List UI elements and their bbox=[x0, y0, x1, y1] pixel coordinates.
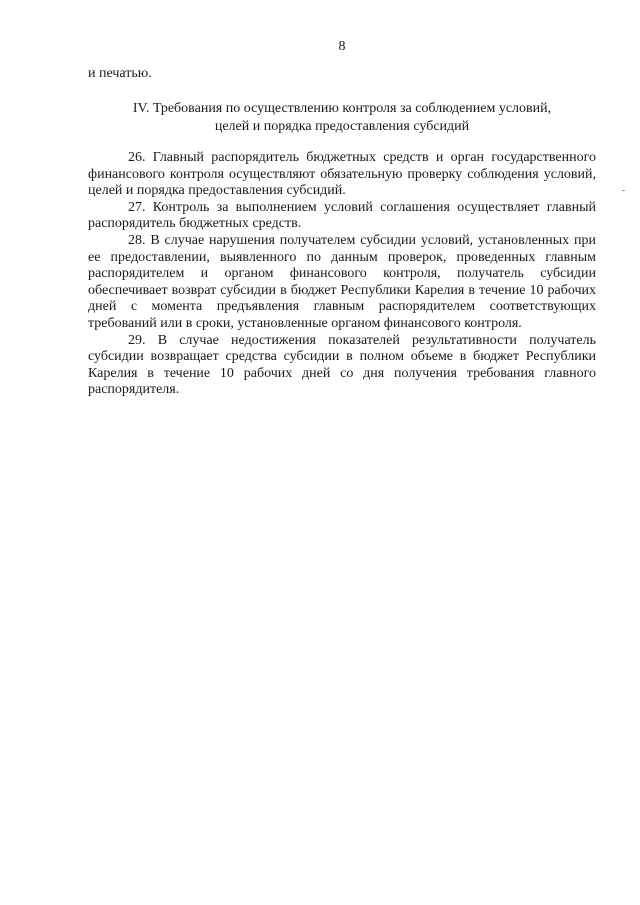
paragraph-27 bbox=[88, 200, 596, 233]
section-heading bbox=[88, 100, 596, 135]
paragraph-number: 26. bbox=[128, 150, 146, 165]
paragraph-26 bbox=[88, 150, 596, 200]
section-heading-line-1: IV. Требования по осуществлению контроля за соблюдением условий, bbox=[132, 101, 552, 116]
paragraph-28 bbox=[88, 233, 596, 333]
scan-margin-mark bbox=[622, 190, 625, 191]
paragraph-text: В случае недостижения показателей результативности получатель субсидии возвращает средства субсидии в полном объеме в бюджет Республики Карелия в течение 10 рабочих дней со дня получения требования главного распорядителя. bbox=[88, 332, 596, 398]
page-number: 8 bbox=[338, 39, 346, 54]
paragraph-number: 27. bbox=[128, 199, 146, 215]
paragraph-number: 29. bbox=[128, 332, 146, 348]
paragraph-text: Главный распорядитель бюджетных средств и орган государственного финансового контроля осуществляют обязательную проверку соблюдения условий, целей и порядка предоставления субсидий. bbox=[88, 150, 597, 199]
paragraph-number: 28. bbox=[128, 232, 146, 248]
section-heading-line-2: целей и порядка предоставления субсидий bbox=[214, 118, 470, 134]
paragraph-text: В случае нарушения получателем субсидии условий, установленных при ее предоставлении, выявленного по данным проверок, проведенных главным распорядителем и органом финансового контроля, получатель субсидии обеспечивает возврат субсидии в бюджет Республики Карелия в течение 10 рабочих дней с момента предъявления главным распорядителем соответствующих требований или в сроки, установленные органом финансового контроля. bbox=[88, 232, 597, 331]
continuation-text: и печатью. bbox=[88, 66, 152, 81]
paragraph-list bbox=[88, 150, 596, 399]
paragraph-text: Контроль за выполнением условий соглашения осуществляет главный распорядитель бюджетных средств. bbox=[88, 199, 596, 232]
paragraph-29 bbox=[88, 333, 596, 399]
